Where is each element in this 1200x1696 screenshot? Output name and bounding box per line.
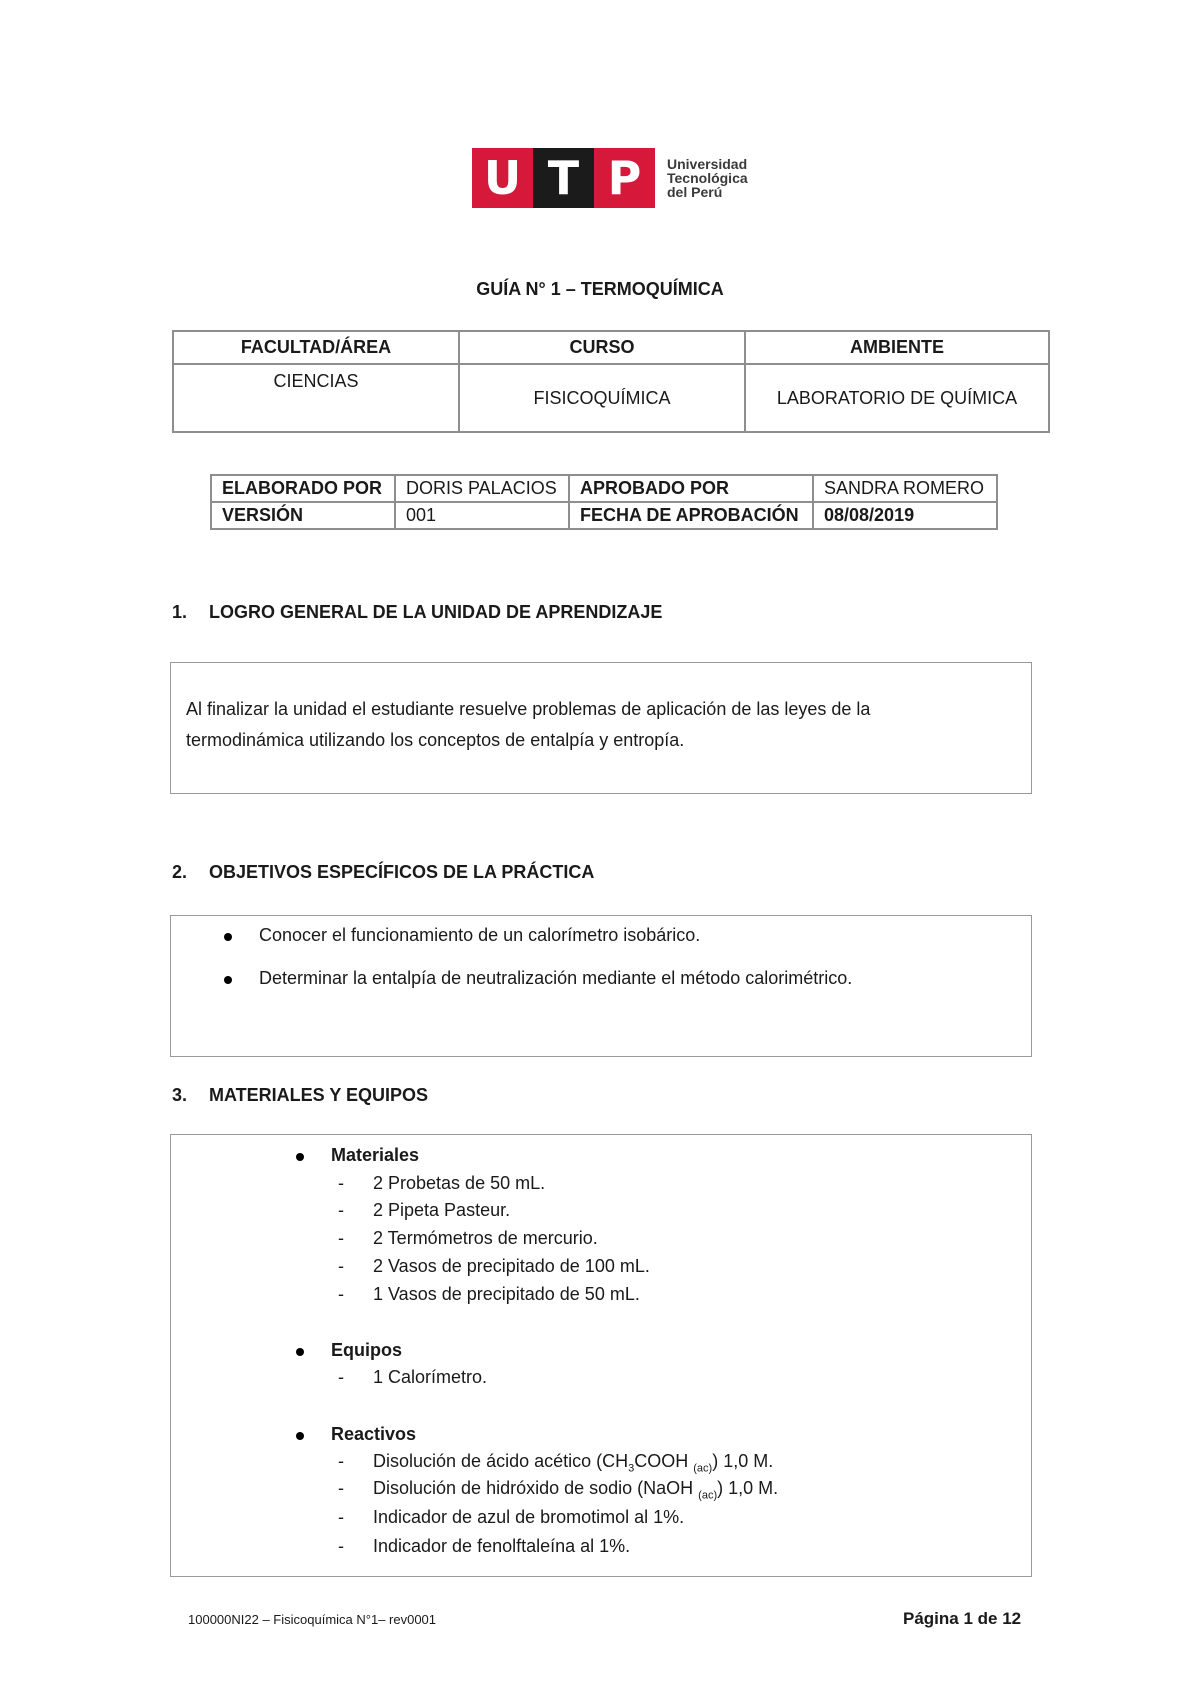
logo-letter-t: T (533, 148, 594, 208)
bullet-icon (296, 1153, 304, 1161)
logro-line-1: Al finalizar la unidad el estudiante resuelve problemas de aplicación de las leyes de la (186, 699, 871, 719)
logro-line-2: termodinámica utilizando los conceptos de entalpía y entropía. (186, 730, 685, 750)
elaborado-label: ELABORADO POR (211, 475, 395, 502)
section-2-title: OBJETIVOS ESPECÍFICOS DE LA PRÁCTICA (209, 862, 595, 882)
reactivo-1-mid: COOH (634, 1451, 694, 1471)
bullet-icon (296, 1432, 304, 1440)
reactivo-4: Indicador de fenolftaleína al 1%. (373, 1536, 631, 1556)
value-curso: FISICOQUÍMICA (459, 364, 745, 432)
reactivo-1-pre: Disolución de ácido acético (CH (373, 1451, 629, 1471)
reactivo-2-sub: (ac) (698, 1489, 718, 1502)
section-2-heading (172, 862, 594, 883)
logro-text (186, 694, 986, 756)
dash-marker: - (338, 1478, 344, 1498)
document-title: GUÍA N° 1 – TERMOQUÍMICA (476, 279, 724, 299)
approval-table (210, 474, 998, 530)
header-curso: CURSO (459, 331, 745, 364)
logo-letter-p: P (594, 148, 655, 208)
material-item: 2 Vasos de precipitado de 100 mL. (373, 1256, 650, 1276)
section-3-number: 3. (172, 1085, 188, 1105)
logo-line-3: del Perú (667, 184, 723, 200)
aprobado-label: APROBADO POR (569, 475, 813, 502)
equipos-heading: Equipos (331, 1340, 402, 1360)
logo-text (667, 157, 748, 199)
reactivo-2-post: ) 1,0 M. (717, 1478, 779, 1498)
bullet-icon (296, 1348, 304, 1356)
material-item: 2 Pipeta Pasteur. (373, 1200, 511, 1220)
value-facultad: CIENCIAS (173, 364, 459, 432)
footer-code: 100000NI22 – Fisicoquímica N°1– rev0001 (188, 1612, 437, 1627)
dash-marker: - (338, 1256, 344, 1276)
materiales-heading: Materiales (331, 1145, 420, 1165)
version-label: VERSIÓN (211, 502, 395, 529)
course-info-table (172, 330, 1050, 433)
version-value: 001 (395, 502, 569, 529)
logo-line-2: Tecnológica (667, 170, 748, 186)
section-1-number: 1. (172, 602, 188, 622)
section-3-title: MATERIALES Y EQUIPOS (209, 1085, 429, 1105)
dash-marker: - (338, 1173, 344, 1193)
reactivo-3: Indicador de azul de bromotimol al 1%. (373, 1507, 685, 1527)
header-facultad: FACULTAD/ÁREA (173, 331, 459, 364)
objetivo-1: Conocer el funcionamiento de un calorímetro isobárico. (259, 925, 701, 945)
aprobado-value: SANDRA ROMERO (813, 475, 997, 502)
dash-marker: - (338, 1228, 344, 1248)
logo-line-1: Universidad (667, 156, 748, 172)
section-1-heading (172, 602, 662, 623)
section-3-heading (172, 1085, 428, 1106)
fecha-value: 08/08/2019 (813, 502, 997, 529)
logo-letter-u: U (472, 148, 533, 208)
bullet-icon (224, 976, 232, 984)
utp-logo (472, 148, 748, 208)
dash-marker: - (338, 1536, 344, 1556)
equipo-item: 1 Calorímetro. (373, 1367, 488, 1387)
dash-marker: - (338, 1284, 344, 1304)
elaborado-value: DORIS PALACIOS (395, 475, 569, 502)
section-2-number: 2. (172, 862, 188, 882)
material-item: 2 Probetas de 50 mL. (373, 1173, 546, 1193)
dash-marker: - (338, 1451, 344, 1471)
reactivo-2 (373, 1478, 778, 1502)
section-1-title: LOGRO GENERAL DE LA UNIDAD DE APRENDIZAJE (209, 602, 663, 622)
reactivo-1 (373, 1451, 773, 1475)
reactivo-1-post: ) 1,0 M. (712, 1451, 774, 1471)
material-item: 1 Vasos de precipitado de 50 mL. (373, 1284, 640, 1304)
fecha-label: FECHA DE APROBACIÓN (569, 502, 813, 529)
material-item: 2 Termómetros de mercurio. (373, 1228, 598, 1248)
objetivo-2: Determinar la entalpía de neutralización mediante el método calorimétrico. (259, 968, 853, 988)
page-number: Página 1 de 12 (903, 1609, 1022, 1628)
header-ambiente: AMBIENTE (745, 331, 1049, 364)
reactivos-heading: Reactivos (331, 1424, 417, 1444)
reactivo-1-sub1: 3 (628, 1462, 635, 1475)
dash-marker: - (338, 1367, 344, 1387)
dash-marker: - (338, 1200, 344, 1220)
reactivo-1-sub2: (ac) (693, 1462, 713, 1475)
value-ambiente: LABORATORIO DE QUÍMICA (745, 364, 1049, 432)
bullet-icon (224, 933, 232, 941)
dash-marker: - (338, 1507, 344, 1527)
reactivo-2-pre: Disolución de hidróxido de sodio (NaOH (373, 1478, 699, 1498)
